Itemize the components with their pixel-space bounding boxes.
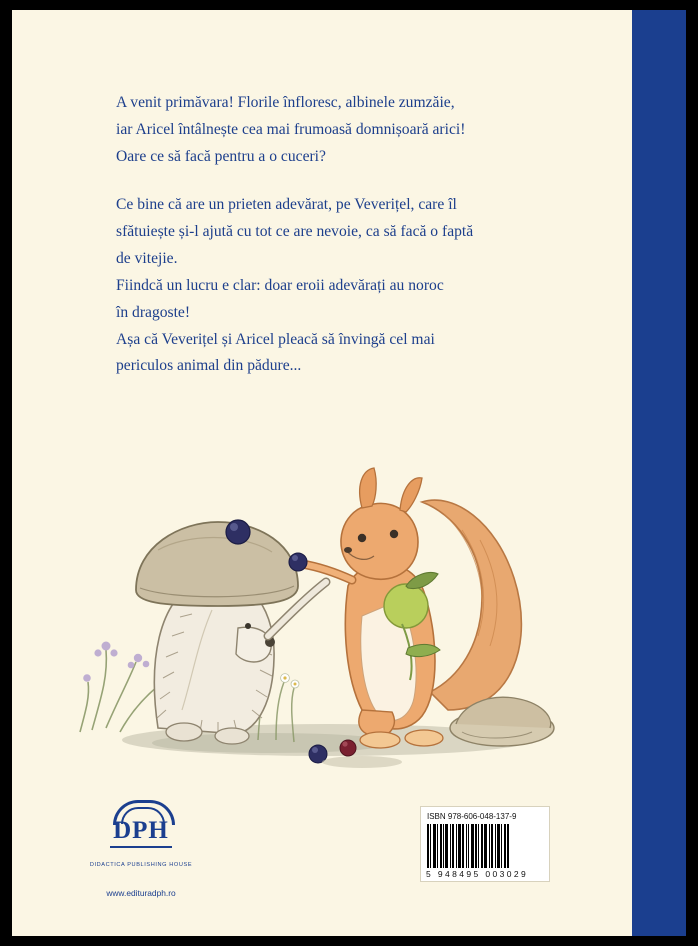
blurb-paragraph-2 [116,192,556,380]
publisher-logo [76,798,206,898]
dph-logo-mark [108,798,174,858]
blurb-line: de vitejie. [116,250,178,268]
logo-rule [110,846,172,848]
hedgehog-and-squirrel-illustration [62,410,582,800]
ean-digits: 5 948495 003029 [426,869,529,879]
barcode-bars [425,824,545,868]
blurb-paragraph-1 [116,90,556,170]
publisher-website: www.edituradph.ro [106,888,176,898]
blurb-line: Așa că Veverițel și Aricel pleacă să învingă cel mai [116,330,435,348]
back-cover-surface [12,10,632,936]
blurb-line: sfătuiește și-l ajută cu tot ce are nevoie, ca să facă o faptă [116,223,474,241]
logo-text: DPH [113,817,169,844]
cover-illustration [62,410,582,800]
isbn-text: ISBN 978-606-048-137-9 [427,812,517,821]
blurb-line: Oare ce să facă pentru a o cuceri? [116,147,326,165]
blurb-line: iar Aricel întâlnește cea mai frumoasă domnișoară arici! [116,120,466,138]
blurb-line: Ce bine că are un prieten adevărat, pe Veverițel, care îl [116,196,457,214]
blurb-line: A venit primăvara! Florile înfloresc, albinele zumzăie, [116,94,455,111]
blurb-line: Fiindcă un lucru e clar: doar eroii adevărați au noroc [116,276,444,294]
blurb-text-block [116,90,556,380]
blurb-line: periculos animal din pădure... [116,357,302,375]
blurb-line: în dragoste! [116,303,191,321]
barcode-block [420,806,550,882]
publisher-name: DIDACTICA PUBLISHING HOUSE [89,862,193,868]
book-spine [630,10,686,936]
